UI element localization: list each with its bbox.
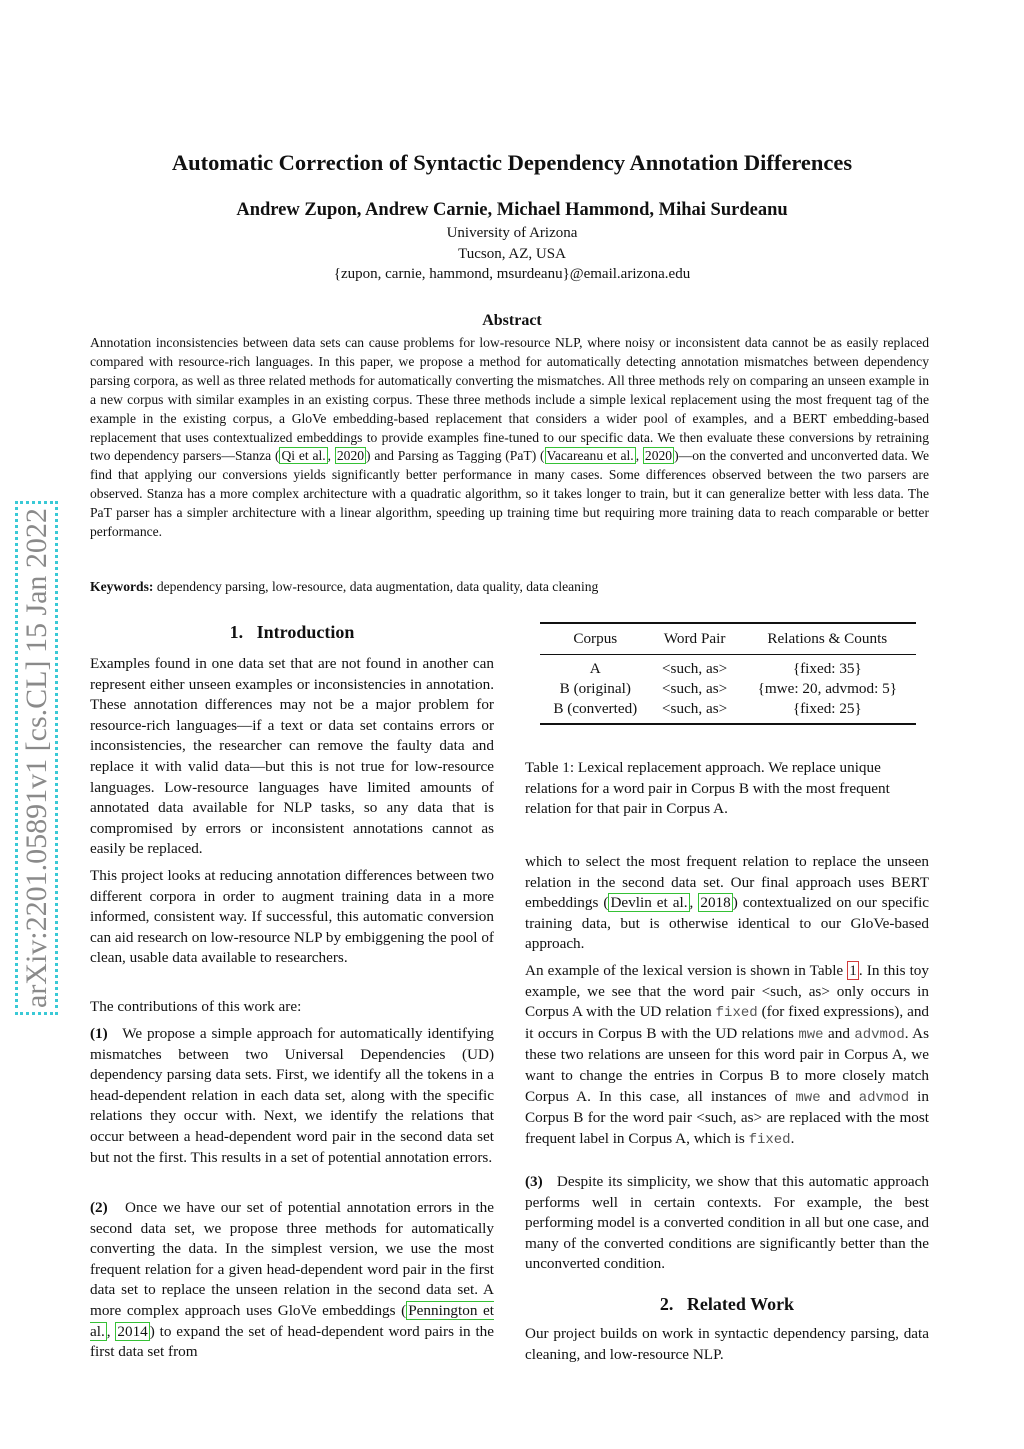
paper-authors: Andrew Zupon, Andrew Carnie, Michael Hammond, Mihai Surdeanu — [236, 200, 788, 220]
code-advmod-2: advmod — [858, 1089, 910, 1106]
intro-paragraph-1: Examples found in one data set that are not found in another can represent either unseen examples or inconsistencies in annotation. These annotation differences may not be a major problem for resource-rich languages—if a text or data set contains errors or inconsistencies, the researcher can remove the faulty data and replace it with valid data—but this is not true for low-resource languages. Low-resource languages have limited amounts of annotated data available for NLP tasks, so any data that is compromised by errors or inconsistent annotations cannot as easily be replaced. — [90, 655, 494, 858]
citation-vacareanu-2020[interactable]: Vacareanu et al. — [546, 448, 634, 464]
citation-qi-2020-year[interactable]: 2020 — [336, 448, 365, 464]
arxiv-id-text: arXiv:2201.05891v1 [cs.CL] 15 Jan 2022 — [15, 501, 58, 1015]
table-1-caption: Table 1: Lexical replacement approach. We replace unique relations for a word pair in Corpus B with the most frequent relation for that pair in Corpus A. — [525, 759, 890, 818]
paper-title: Automatic Correction of Syntactic Dependency Annotation Differences — [171, 150, 853, 175]
code-advmod: advmod — [854, 1026, 905, 1043]
code-mwe: mwe — [798, 1026, 824, 1043]
right-paragraph-1: which to select the most frequent relation to replace the unseen relation in the second data set. Our final approach uses BERT embeddings ( Devlin et al. , 2018 ) contextualized on our specific training data, but is otherwise identical to our GloVe-based approach. — [525, 853, 930, 953]
table-row: B (converted) <such, as> {fixed: 25} — [540, 699, 916, 724]
abstract-text-1: Annotation inconsistencies between data sets can cause problems for low-resource NLP, where noisy or inconsistent data cannot be as easily replaced compared with resource-rich languages. In this paper, we propose a method for automatically detecting annotation mismatches between dependency parsing corpora, as well as three related methods for automatically converting the mismatches. All three methods rely on comparing an unseen example in a new corpus with similar examples in an existing corpus. These three methods include a simple lexical replacement using the most frequent tag of the example in the existing corpus, a GloVe embedding-based replacement that considers a wider pool of examples, and a BERT embedding-based replacement that uses contextualized embeddings to provide examples fine-tuned to our specific data. We then evaluate these conversions by retraining two dependency parsers—Stanza ( — [90, 335, 929, 464]
right-paragraph-2: An example of the lexical version is shown in Table 1 . In this toy example, we see that the word pair <such, as> only occurs in Corpus A with the UD relation fixed (for fixed expressions), and it occurs in Corpus B with the UD relations mwe and advmod. As these two relations are unseen for this word pair in Corpus A, we want to change the entries in Corpus B to more closely match Corpus A. In this case, all instances of mwe and advmod in Corpus B for the word pair <such, as> are replaced with the most frequent label in Corpus A, which is fixed. — [525, 962, 930, 1148]
abstract-text-2: ) and Parsing as Tagging (PaT) ( — [366, 448, 545, 464]
code-fixed: fixed — [715, 1005, 758, 1022]
table-row: A <such, as> {fixed: 35} — [589, 660, 862, 677]
table-header-corpus: Corpus — [540, 623, 651, 655]
code-mwe-2: mwe — [795, 1089, 821, 1106]
citation-pennington-2014[interactable]: Pennington et al. — [90, 1301, 494, 1340]
related-work-paragraph: Our project builds on work in syntactic dependency parsing, data cleaning, and low-resource NLP. — [525, 1325, 929, 1363]
citation-pennington-2014-year[interactable]: 2014 — [117, 1322, 148, 1340]
abstract-body: Annotation inconsistencies between data sets can cause problems for low-resource NLP, where noisy or inconsistent data cannot be as easily replaced compared with resource-rich languages. In this paper, we propose a method for automatically detecting annotation mismatches between dependency parsing corpora, as well as three related methods for automatically converting the mismatches. All three methods rely on comparing an unseen example in a new corpus with similar examples in an existing corpus. These three methods include a simple lexical replacement using the most frequent tag of the example in the existing corpus, a GloVe embedding-based replacement that considers a wider pool of examples, and a BERT embedding-based replacement that uses contextualized embeddings to provide examples fine-tuned to our specific data. We then evaluate these conversions by retraining two dependency parsers—Stanza ( Qi et al. , 2020 ) and Parsing as Tagging (PaT) ( Vacareanu et al. , 2020 )—on the converted and unconverted data. We find that applying our conversions yields significantly better performance in many cases. Some differences observed between the two parsers are observed. Stanza has a more complex architecture with a quadratic algorithm, so it takes longer to train, but it can generalize better with less data. The PaT parser has a simpler architecture with a linear algorithm, speeding up training time but requiring more training data to reach comparable or better performance. — [90, 335, 930, 540]
citation-devlin-2018[interactable]: Devlin et al. — [610, 894, 688, 912]
section-1-heading: 1. Introduction — [229, 622, 355, 642]
table-header-word-pair: Word Pair — [651, 623, 739, 655]
abstract-text-3: )—on the converted and unconverted data. We find that applying our conversions yields significantly better performance in many cases. Some differences observed between the two parsers are observed. Stanza has a more complex architecture with a quadratic algorithm, so it takes longer to train, but it can generalize better with less data. The PaT parser has a simpler architecture with a linear algorithm, speeding up training time but requiring more training data to reach comparable or better performance. — [90, 448, 930, 540]
table-1-reference-link[interactable]: 1 — [849, 962, 857, 979]
arxiv-identifier-stamp — [20, 501, 54, 1015]
citation-vacareanu-2020-year[interactable]: 2020 — [644, 448, 673, 464]
intro-paragraph-2: This project looks at reducing annotation differences between two different corpora in order to augment training data in a more informed, consistent way. If successful, this automatic conversion can aid research on low-resource NLP by embiggening the pool of clean, usable data available to researchers. — [90, 867, 494, 967]
keywords-line — [90, 579, 929, 595]
contribution-2: (2) Once we have our set of potential annotation errors in the second data set, we propose three methods for automatically converting the data. In the simplest version, we use the most frequent relation for a given head-dependent word pair in the first data set to replace the unseen relation in the second data set. A more complex approach uses GloVe embeddings ( Pennington et al. , 2014 ) to expand the set of head-dependent word pairs in the first data set from — [90, 1199, 495, 1361]
author-location: Tucson, AZ, USA — [458, 246, 566, 262]
contribution-1: (1) We propose a simple approach for automatically identifying mismatches between two Universal Dependencies (UD) dependency parsing data sets. First, we identify all the tokens in a head-dependent relation in each data set, along with the specific relations they occur with. Next, we identify the relations that occur between a head-dependent word pair in the second data set but not the first. This results in a set of potential annotation errors. — [90, 1025, 494, 1166]
author-affiliation: University of Arizona — [446, 225, 578, 241]
table-row: B (original) <such, as> {mwe: 20, advmod: 5} — [559, 680, 898, 697]
section-2-heading: 2. Related Work — [659, 1294, 795, 1314]
intro-paragraph-3: The contributions of this work are: — [90, 998, 302, 1015]
contribution-3: (3) Despite its simplicity, we show that this automatic approach performs well in certain contexts. For example, the best performing model is a converted condition in all but one case, and many of the converted conditions are significantly better than the unconverted condition. — [525, 1173, 929, 1273]
keywords-text: dependency parsing, low-resource, data augmentation, data quality, data cleaning — [156, 579, 599, 594]
table-header-relations: Relations & Counts — [739, 623, 916, 655]
keywords-label: Keywords: — [90, 579, 154, 594]
author-email: {zupon, carnie, hammond, msurdeanu}@email.arizona.edu — [333, 266, 691, 282]
citation-qi-2020[interactable]: Qi et al. — [281, 448, 326, 464]
abstract-heading: Abstract — [482, 312, 542, 329]
citation-devlin-2018-year[interactable]: 2018 — [700, 894, 731, 912]
code-fixed-2: fixed — [748, 1131, 791, 1148]
table-1 — [540, 622, 916, 725]
